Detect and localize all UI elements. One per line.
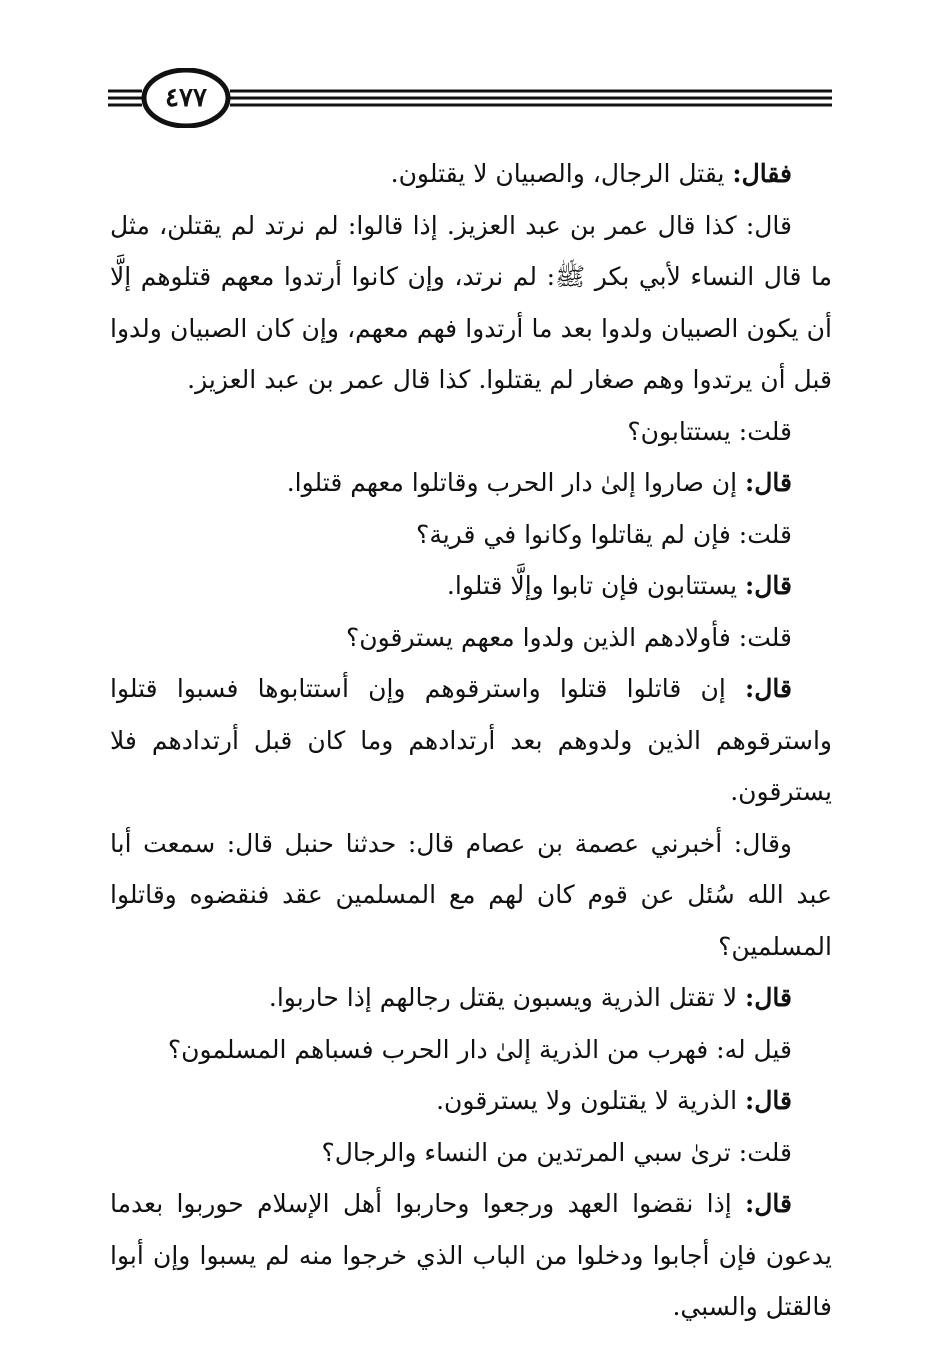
- paragraph-text: قلت: ترىٰ سبي المرتدين من النساء والرجال؟: [321, 1137, 792, 1167]
- paragraph-10: [110, 972, 832, 1024]
- paragraph-text: لا تقتل الذرية ويسبون يقتل رجالهم إذا حاربوا.: [268, 983, 746, 1012]
- speaker-label: فقال:: [732, 159, 792, 188]
- speaker-label: قال:: [745, 468, 792, 497]
- speaker-label: قال:: [745, 1189, 792, 1218]
- paragraph-text: قلت: فأولادهم الذين ولدوا معهم يسترقون؟: [346, 622, 792, 652]
- paragraph-4: [110, 457, 832, 509]
- page-header: [108, 68, 832, 128]
- paragraph-2: [110, 200, 832, 406]
- speaker-label: قال:: [745, 1086, 792, 1115]
- page-body: [110, 148, 832, 1333]
- paragraph-6: [110, 560, 832, 612]
- speaker-label: قال:: [745, 983, 792, 1012]
- paragraph-text: الذرية لا يقتلون ولا يسترقون.: [436, 1086, 746, 1115]
- paragraph-5: [110, 509, 832, 561]
- speaker-label: قال:: [745, 674, 792, 703]
- paragraph-11: [110, 1024, 832, 1076]
- speaker-label: قال:: [745, 571, 792, 600]
- paragraph-3: [110, 406, 832, 458]
- paragraph-text: يقتل الرجال، والصبيان لا يقتلون.: [390, 159, 733, 188]
- paragraph-12: [110, 1075, 832, 1127]
- paragraph-text: وقال: أخبرني عصمة بن عصام قال: حدثنا حنبل قال: سمعت أبا عبد الله سُئل عن قوم كان لهم مع المسلمين عقد فنقضوه وقاتلوا المسلمين؟: [110, 828, 832, 961]
- paragraph-text: إذا نقضوا العهد ورجعوا وحاربوا أهل الإسلام حوربوا بعدما يدعون فإن أجابوا ودخلوا من الباب الذي خرجوا منه لم يسبوا وإن أبوا فالقتل والسبي.: [110, 1189, 832, 1321]
- paragraph-text: إن صاروا إلىٰ دار الحرب وقاتلوا معهم قتلوا.: [286, 468, 746, 497]
- paragraph-text: يستتابون فإن تابوا وإلَّا قتلوا.: [446, 571, 746, 600]
- paragraph-14: [110, 1178, 832, 1333]
- paragraph-text: قال: كذا قال عمر بن عبد العزيز. إذا قالوا: لم نرتد لم يقتلن، مثل ما قال النساء لأبي بكر ﷺ: لم نرتد، وإن كانوا أرتدوا معهم قتلوهم إلَّا أن يكون الصبيان ولدوا بعد ما أرتدوا فهم معهم، وإن كان الصبيان ولدوا قبل أن يرتدوا وهم صغار لم يقتلوا. كذا قال عمر بن عبد العزيز.: [110, 210, 832, 394]
- paragraph-7: [110, 612, 832, 664]
- page-number: ٤٧٧: [165, 83, 207, 113]
- paragraph-1: [110, 148, 832, 200]
- paragraph-text: قلت: يستتابون؟: [627, 416, 792, 446]
- paragraph-text: قيل له: فهرب من الذرية إلىٰ دار الحرب فسباهم المسلمون؟: [167, 1034, 792, 1064]
- paragraph-text: إن قاتلوا قتلوا واسترقوهم وإن أستتابوها فسبوا قتلوا واسترقوهم الذين ولدوهم بعد أرتدادهم وما كان قبل أرتدادهم فلا يسترقون.: [110, 674, 832, 806]
- paragraph-13: [110, 1127, 832, 1179]
- paragraph-8: [110, 663, 832, 818]
- paragraph-9: [110, 818, 832, 973]
- paragraph-text: قلت: فإن لم يقاتلوا وكانوا في قرية؟: [416, 519, 792, 549]
